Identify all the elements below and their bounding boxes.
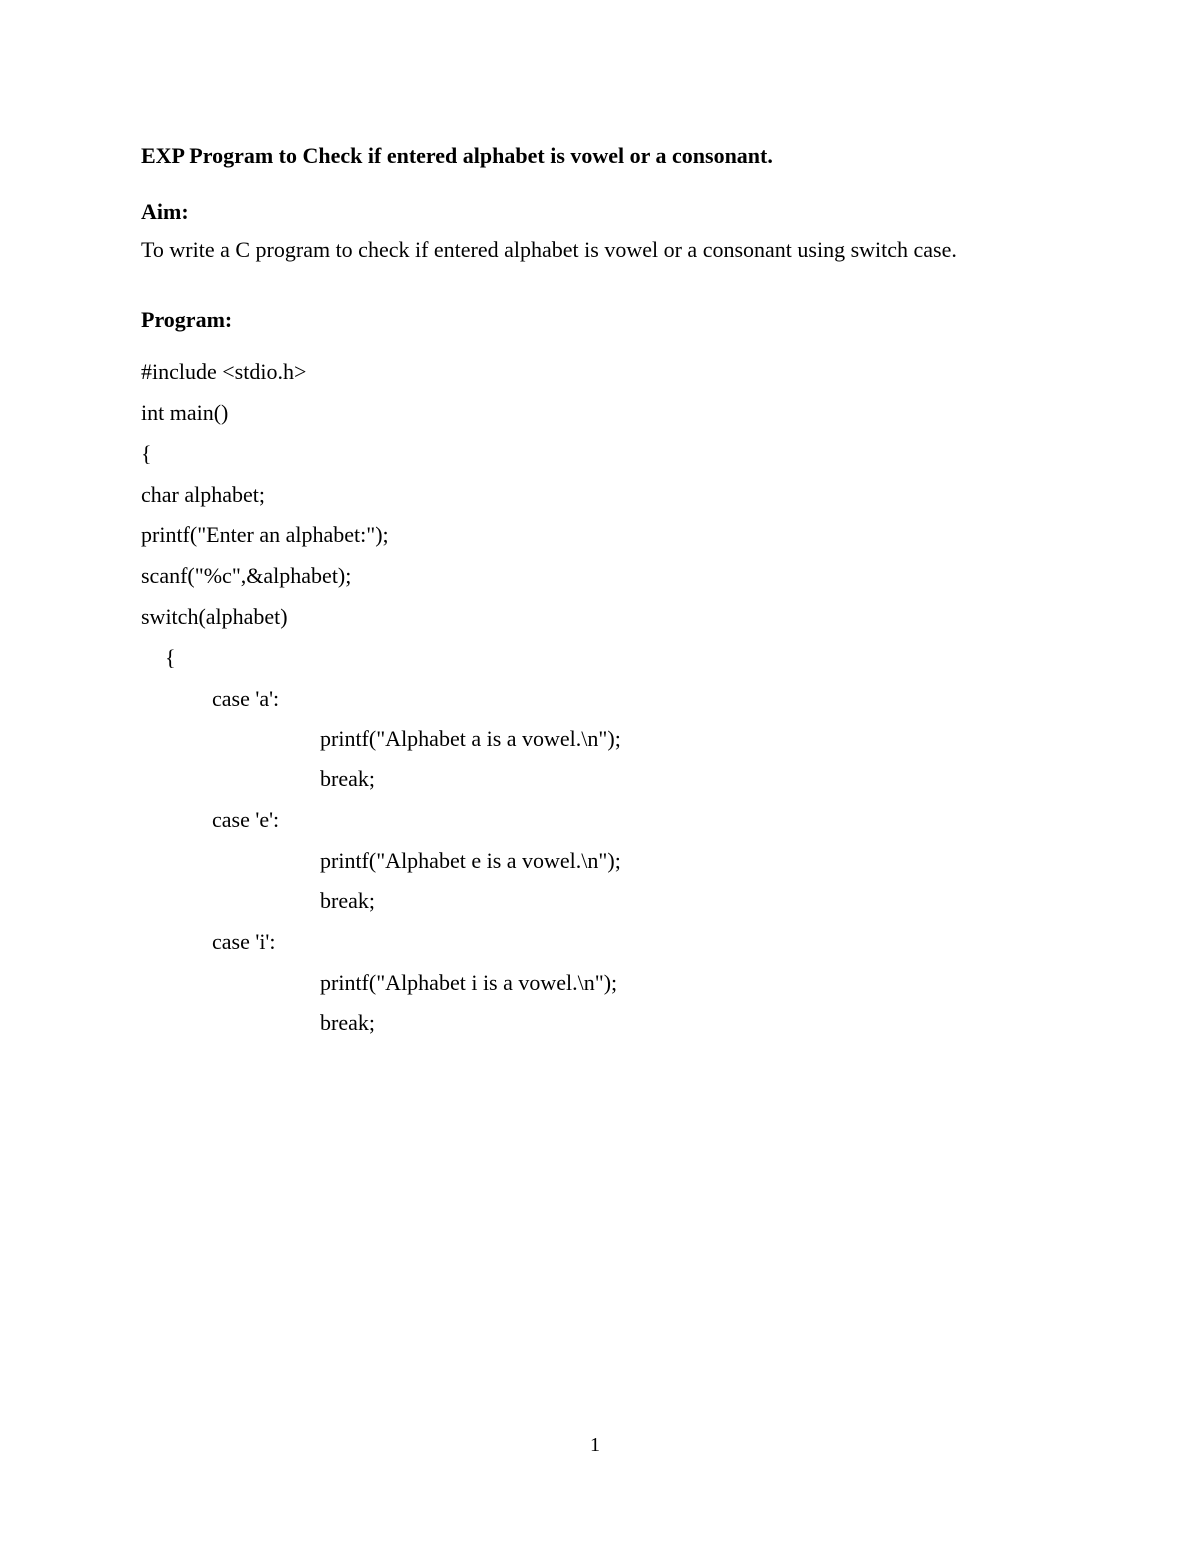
code-line: case 'a':: [212, 686, 280, 711]
document-title: EXP Program to Check if entered alphabet is vowel or a consonant.: [141, 143, 773, 168]
code-line: break;: [320, 766, 375, 791]
code-line: break;: [320, 1010, 375, 1035]
code-line: char alphabet;: [141, 482, 265, 507]
page-number: 1: [590, 1434, 600, 1456]
code-line: #include <stdio.h>: [141, 359, 307, 384]
code-line: printf("Alphabet e is a vowel.\n");: [320, 848, 621, 873]
code-line: printf("Alphabet a is a vowel.\n");: [320, 726, 621, 751]
code-line: scanf("%c",&alphabet);: [141, 563, 352, 588]
code-line: case 'e':: [212, 807, 280, 832]
program-heading: Program:: [141, 307, 233, 332]
code-line: switch(alphabet): [141, 604, 288, 629]
aim-text: To write a C program to check if entered alphabet is vowel or a consonant using switch case.: [141, 237, 957, 262]
code-line: printf("Alphabet i is a vowel.\n");: [320, 970, 618, 995]
code-line: {: [141, 441, 152, 466]
code-line: {: [165, 645, 176, 670]
aim-heading: Aim:: [141, 199, 189, 224]
code-line: int main(): [141, 400, 229, 425]
code-line: break;: [320, 888, 375, 913]
code-line: case 'i':: [212, 929, 276, 954]
code-line: printf("Enter an alphabet:");: [141, 522, 389, 547]
